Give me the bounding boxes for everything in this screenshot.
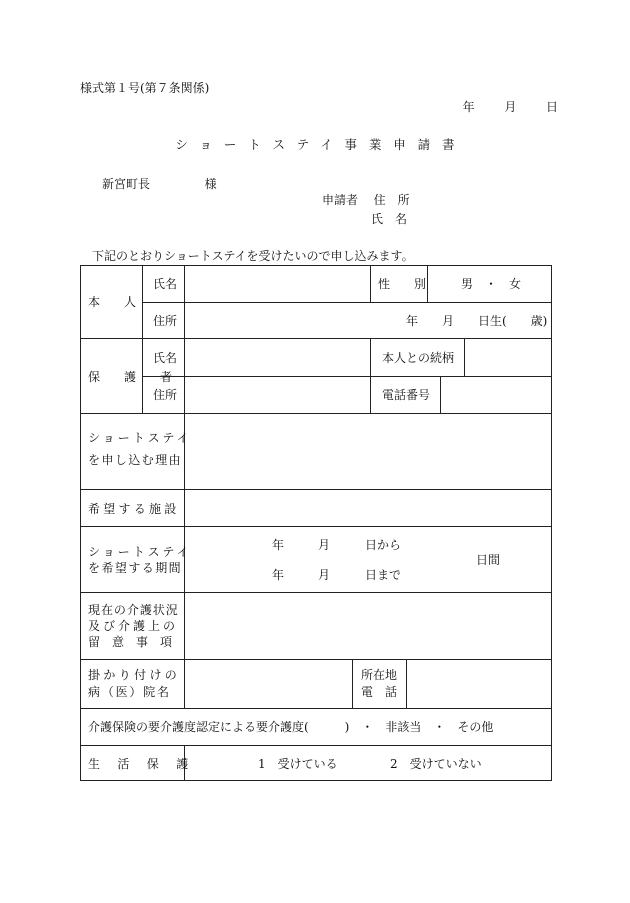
clinic-label-line2: 病（医）院名 <box>88 685 171 699</box>
table-border-bottom <box>80 780 552 781</box>
applicant-address-line <box>322 194 410 206</box>
rule-reason-end <box>80 489 552 490</box>
clinic-location-label: 所在地 <box>361 668 398 682</box>
rule-sex-label-right <box>427 265 428 302</box>
care-label-line3: 留 意 事 項 <box>88 635 173 649</box>
period-from-day: 日から <box>365 538 402 552</box>
rule-facility-end <box>80 526 552 527</box>
rule-relation-value-col <box>464 338 465 376</box>
period-days-label: 日間 <box>476 553 501 567</box>
reason-label-line1: ショートステイ <box>88 431 192 445</box>
rule-insurance-end <box>80 745 552 746</box>
person-section-label: 本 人 <box>88 295 137 309</box>
welfare-option-not-receiving[interactable]: 2 受けていない <box>390 757 482 771</box>
addressee <box>102 178 217 190</box>
table-border-right <box>551 265 552 781</box>
rule-person-end <box>80 338 552 339</box>
clinic-phone-label: 電 話 <box>361 685 398 699</box>
date-month-label: 月 <box>504 100 517 114</box>
period-to-month: 月 <box>318 568 331 582</box>
sex-options[interactable]: 男 ・ 女 <box>461 277 522 291</box>
rule-guardian-mid <box>142 376 552 377</box>
rule-clinic-end <box>80 708 552 709</box>
birth-date-field[interactable]: 年 月 日生( 歳) <box>406 314 548 328</box>
insurance-care-level[interactable]: 介護保険の要介護度認定による要介護度( ) ・ 非該当 ・ その他 <box>88 720 494 734</box>
date-year-label: 年 <box>462 100 475 114</box>
table-border-top <box>80 265 552 266</box>
period-to-day: 日まで <box>365 568 402 582</box>
rule-person-mid <box>142 302 552 303</box>
period-from-year: 年 <box>272 538 285 552</box>
period-from-month: 月 <box>318 538 331 552</box>
application-table <box>80 265 552 780</box>
rule-phone-value-col <box>440 376 441 413</box>
form-number: 様式第１号(第７条関係) <box>80 81 210 95</box>
rule-sub-label-col <box>142 265 143 413</box>
care-label-line1: 現在の介護状況 <box>88 603 179 617</box>
period-label-line2: を希望する期間 <box>88 561 183 575</box>
page-title: ショートステイ事業申請書 <box>175 137 467 152</box>
applicant-label: 申請者 <box>322 193 359 207</box>
rule-field-col <box>184 265 185 413</box>
person-address-label: 住所 <box>153 314 178 328</box>
rule-clinic-location-right <box>406 659 407 708</box>
applicant-name-label: 氏 名 <box>371 212 408 226</box>
period-label-line1: ショートステイ <box>88 545 192 559</box>
table-border-left <box>80 265 81 780</box>
clinic-label-line1: 掛かり付けの <box>88 668 181 682</box>
rule-sex-label-left <box>370 265 371 302</box>
welfare-label: 生活保護 <box>88 757 206 771</box>
rule-period-end <box>80 592 552 593</box>
rule-care-end <box>80 659 552 660</box>
rule-guardian-label-col <box>370 338 371 413</box>
guardian-section-label: 保 護 者 <box>88 370 179 384</box>
person-name-label: 氏名 <box>153 277 178 291</box>
date-day-label: 日 <box>545 100 558 114</box>
welfare-option-receiving[interactable]: 1 受けている <box>258 757 338 771</box>
guardian-phone-label: 電話番号 <box>382 388 431 402</box>
rule-clinic-location-left <box>352 659 353 708</box>
sex-label: 性 別 <box>378 277 427 291</box>
rule-label-col <box>184 413 185 708</box>
intro-text: 下記のとおりショートステイを受けたいので申し込みます。 <box>92 249 414 263</box>
guardian-name-label: 氏名 <box>153 351 178 365</box>
period-to-year: 年 <box>272 568 285 582</box>
date-field <box>462 101 558 113</box>
facility-label: 希望する施設 <box>88 502 180 516</box>
addressee-name: 新宮町長 <box>102 177 151 191</box>
rule-guardian-end <box>80 413 552 414</box>
addressee-honorific: 様 <box>204 177 217 191</box>
reason-label-line2: を申し込む理由 <box>88 453 183 467</box>
applicant-address-label: 住 所 <box>373 193 410 207</box>
guardian-address-label: 住所 <box>153 388 178 402</box>
care-label-line2: 及び介護上の <box>88 619 179 633</box>
relation-label: 本人との続柄 <box>382 351 455 365</box>
